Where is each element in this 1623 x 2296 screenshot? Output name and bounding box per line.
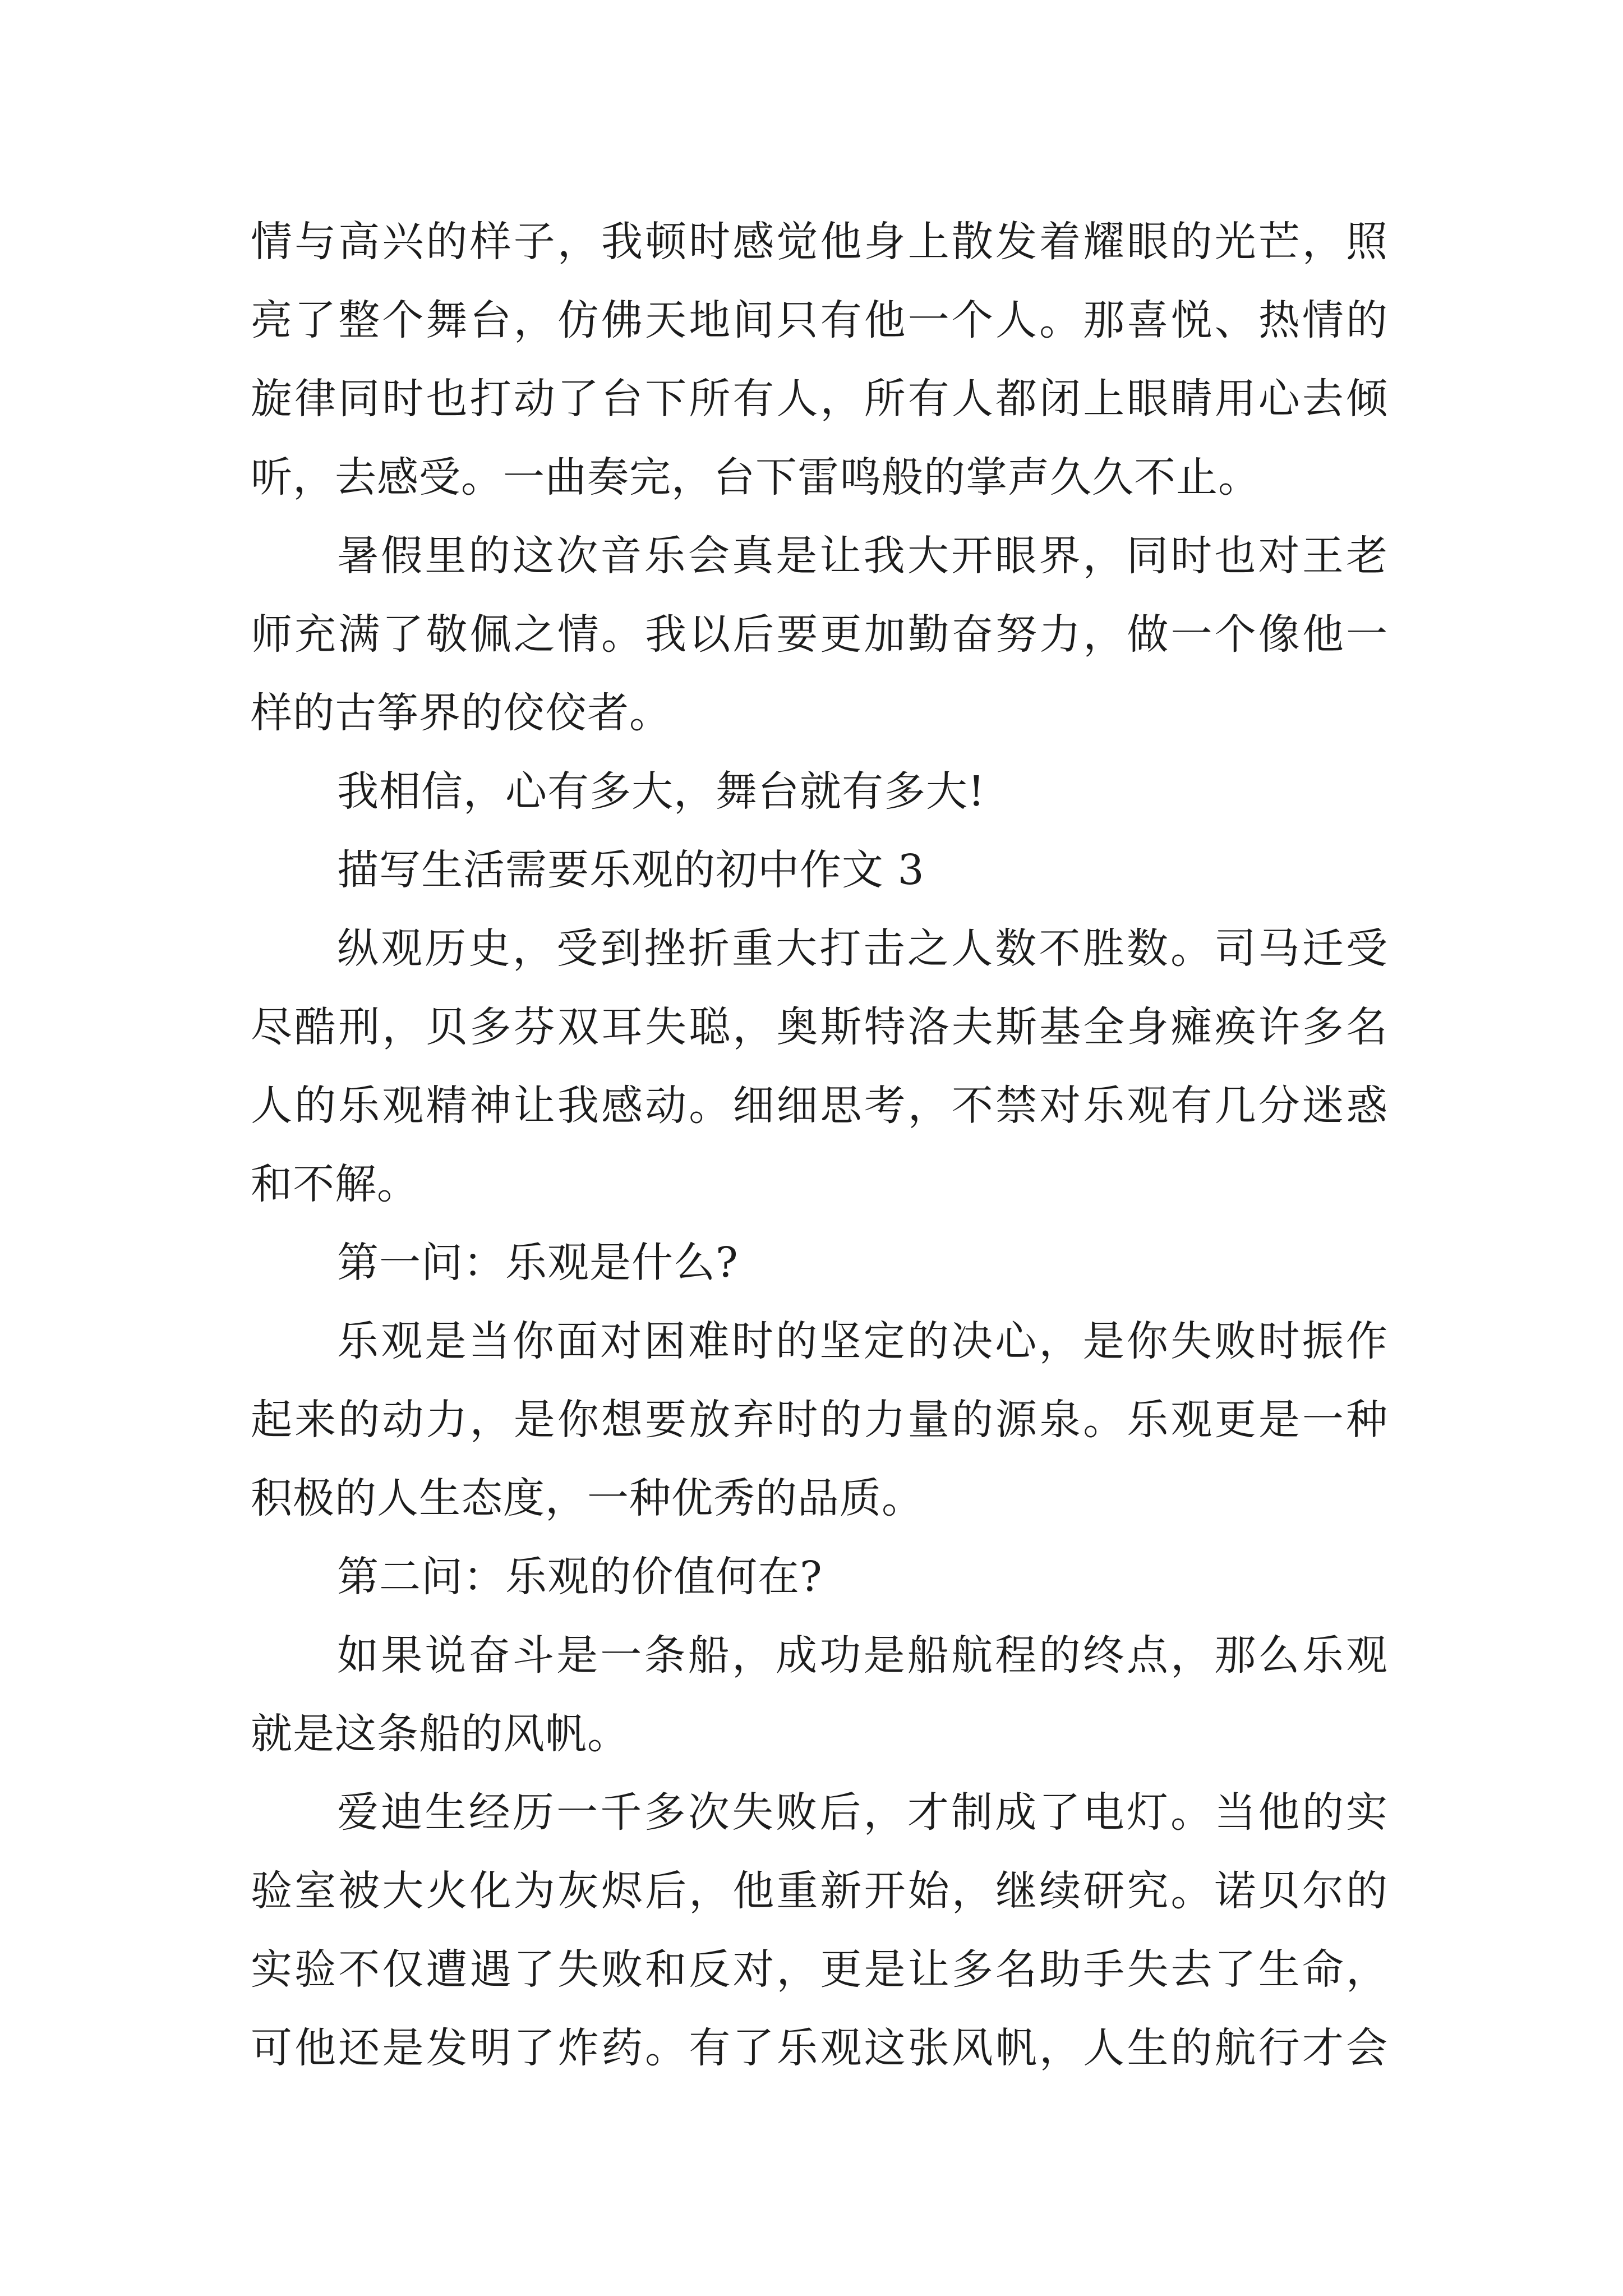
- question-heading: [251, 1223, 1388, 1302]
- text-line: 亮了整个舞台，仿佛天地间只有他一个人。那喜悦、热情的: [251, 296, 1388, 344]
- paragraph: [251, 1773, 1388, 2087]
- text-line: 就是这条船的风帆。: [251, 1710, 629, 1758]
- text-line: 样的古筝界的佼佼者。: [251, 689, 671, 737]
- paragraph: [251, 1616, 1388, 1773]
- text-line: 实验不仅遭遇了失败和反对，更是让多名助手失去了生命，: [251, 1945, 1388, 1994]
- text-line: 第二问：乐观的价值何在?: [337, 1553, 823, 1601]
- text-line: 第一问：乐观是什么?: [337, 1239, 739, 1287]
- text-line: 情与高兴的样子，我顿时感觉他身上散发着耀眼的光芒，照: [251, 218, 1388, 266]
- question-heading: [251, 1538, 1388, 1616]
- paragraph: [251, 752, 1388, 831]
- paragraph: [251, 909, 1388, 1223]
- text-line: 旋律同时也打动了台下所有人，所有人都闭上眼睛用心去倾: [251, 375, 1388, 423]
- text-line: 爱迪生经历一千多次失败后，才制成了电灯。当他的实: [337, 1788, 1388, 1837]
- text-line: 和不解。: [251, 1160, 419, 1208]
- text-line: 我相信，心有多大，舞台就有多大!: [337, 767, 985, 816]
- paragraph: [251, 517, 1388, 752]
- text-line: 如果说奋斗是一条船，成功是船航程的终点，那么乐观: [337, 1631, 1388, 1680]
- text-line: 人的乐观精神让我感动。细细思考，不禁对乐观有几分迷惑: [251, 1082, 1388, 1130]
- text-line: 积极的人生态度，一种优秀的品质。: [251, 1474, 924, 1522]
- paragraph: [251, 203, 1388, 517]
- document-body: [251, 203, 1388, 2087]
- text-line: 纵观历史，受到挫折重大打击之人数不胜数。司马迁受: [337, 924, 1388, 973]
- text-line: 乐观是当你面对困难时的坚定的决心，是你失败时振作: [337, 1317, 1388, 1365]
- text-line: 听，去感受。一曲奏完，台下雷鸣般的掌声久久不止。: [251, 453, 1260, 501]
- essay-title-text: 描写生活需要乐观的初中作文 3: [337, 846, 925, 894]
- text-line: 师充满了敬佩之情。我以后要更加勤奋努力，做一个像他一: [251, 610, 1388, 659]
- text-line: 验室被大火化为灰烬后，他重新开始，继续研究。诺贝尔的: [251, 1867, 1388, 1915]
- text-line: 尽酷刑，贝多芬双耳失聪，奥斯特洛夫斯基全身瘫痪许多名: [251, 1003, 1388, 1051]
- paragraph: [251, 1302, 1388, 1538]
- text-line: 可他还是发明了炸药。有了乐观这张风帆，人生的航行才会: [251, 2024, 1388, 2072]
- text-line: 暑假里的这次音乐会真是让我大开眼界，同时也对王老: [337, 532, 1388, 580]
- text-line: 起来的动力，是你想要放弃时的力量的源泉。乐观更是一种: [251, 1396, 1388, 1444]
- essay-title: [251, 831, 1388, 909]
